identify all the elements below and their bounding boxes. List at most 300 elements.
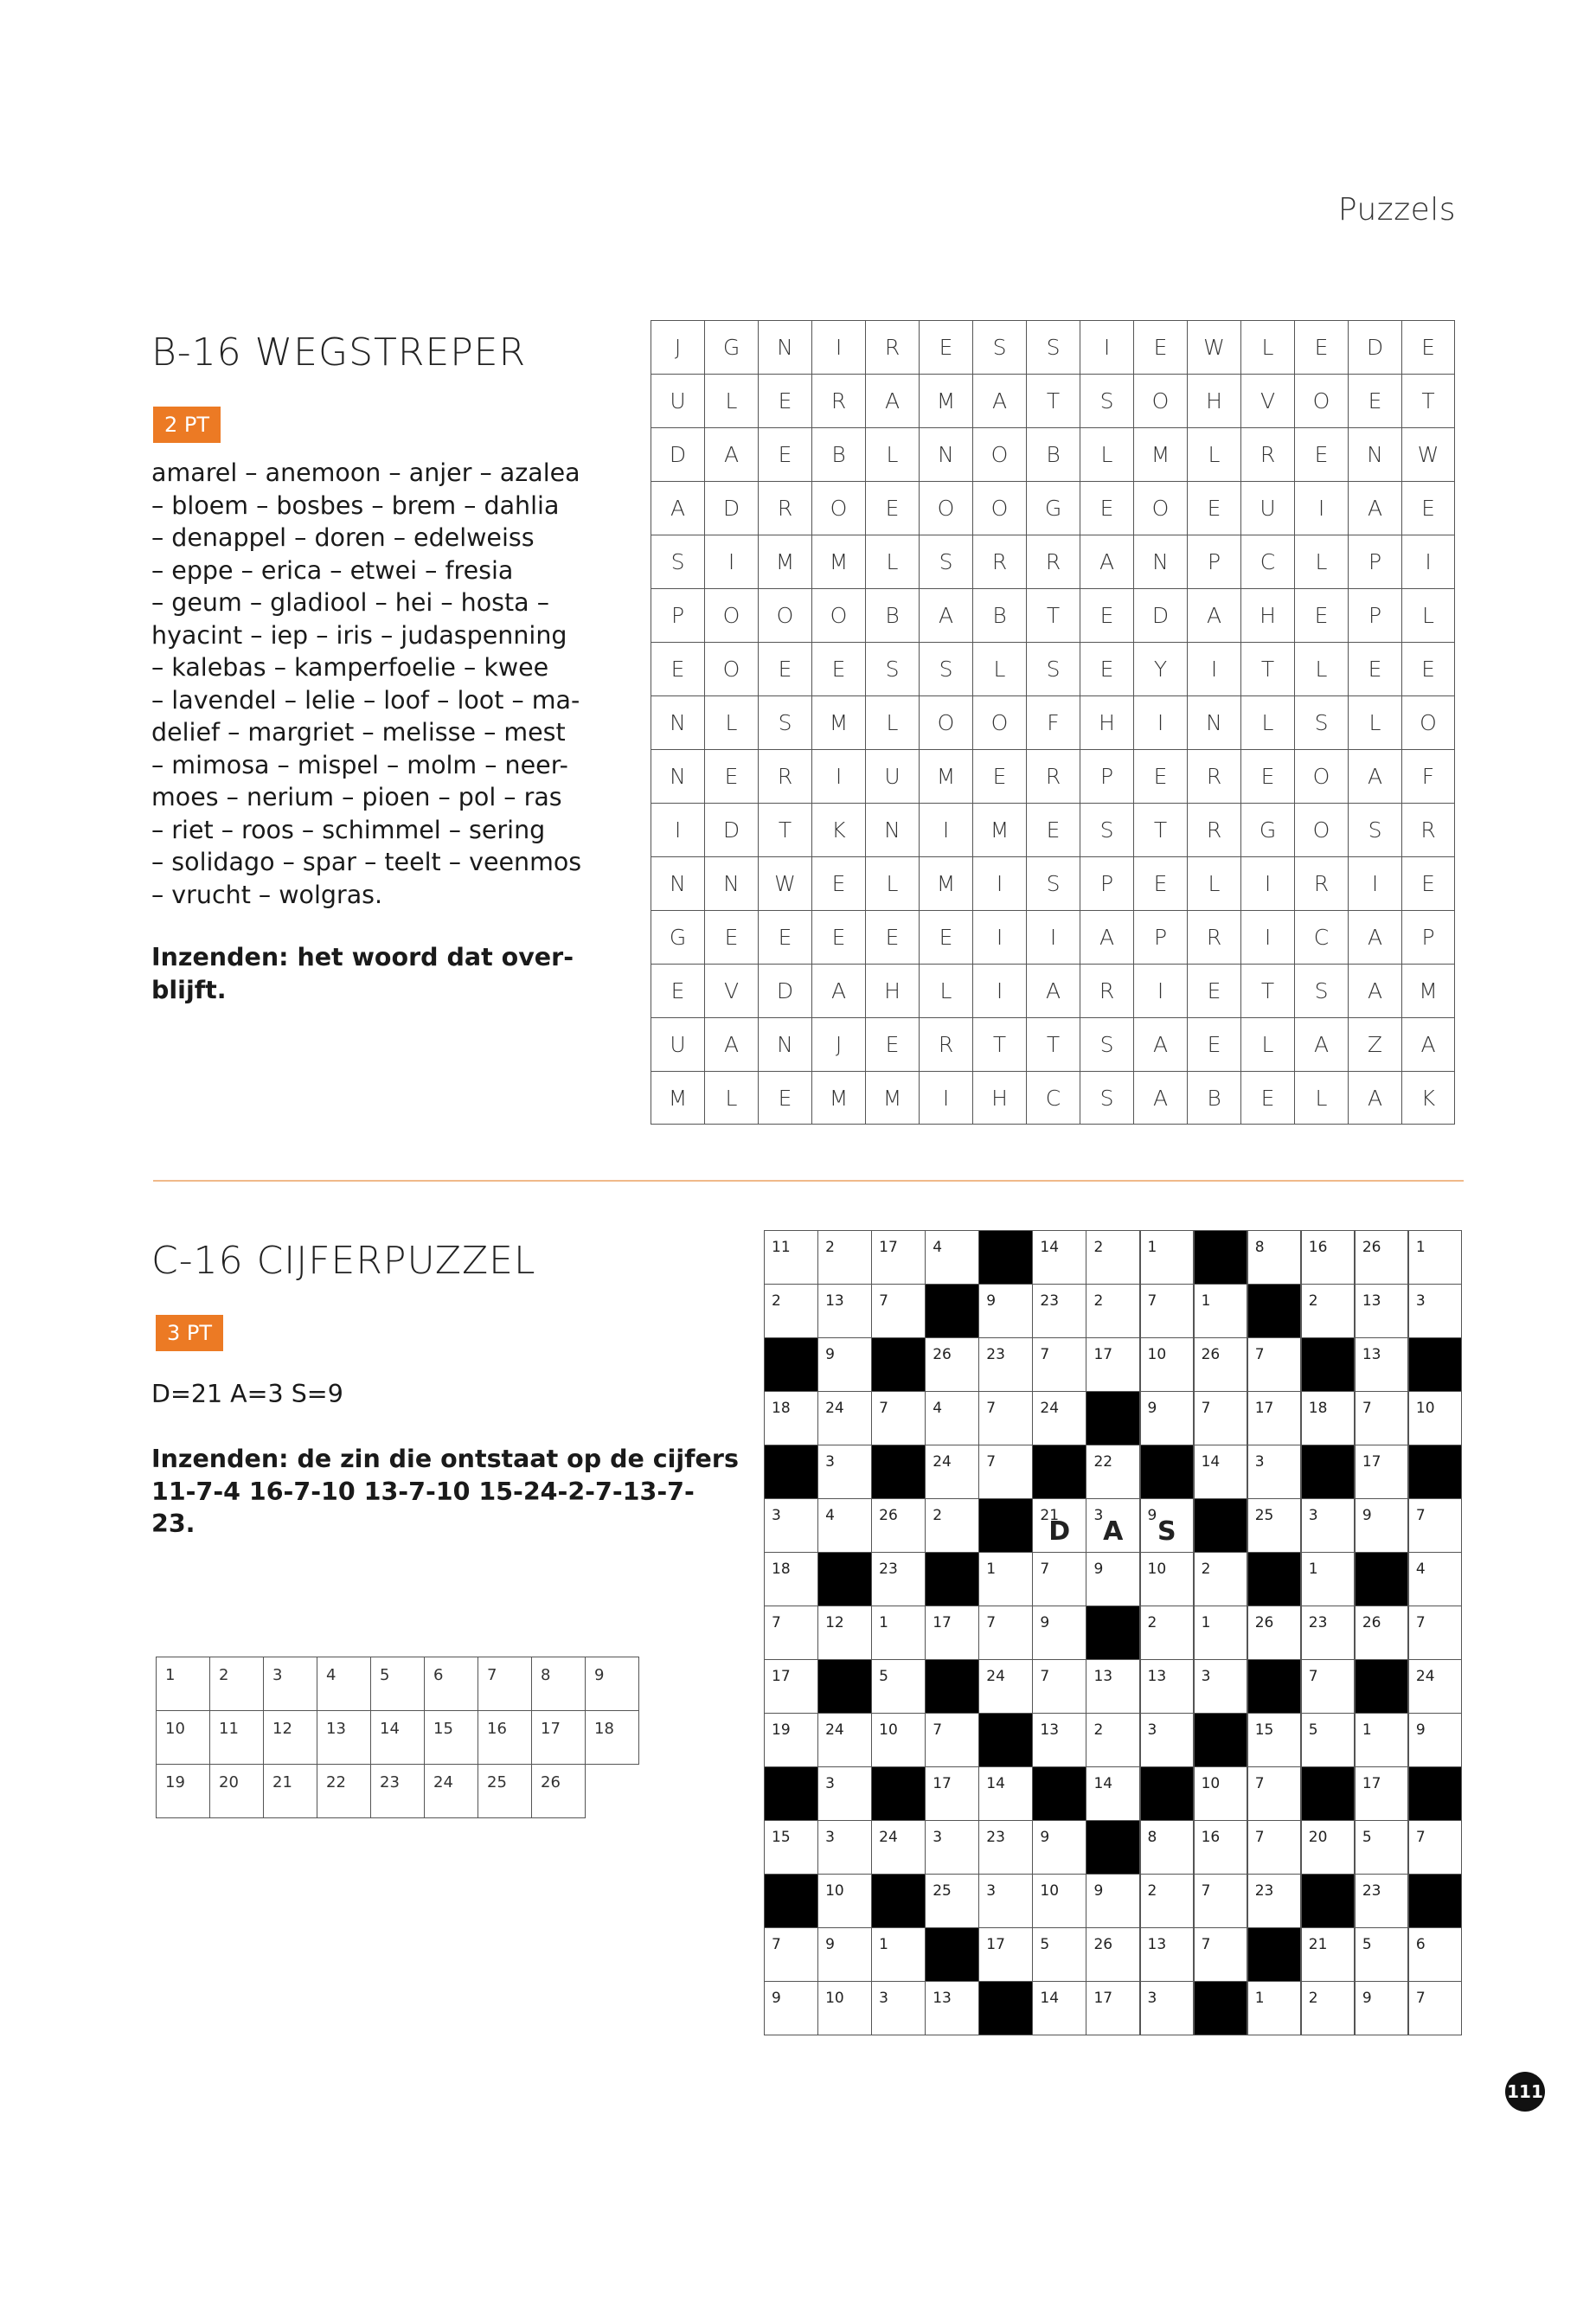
number-cell[interactable] — [1086, 1981, 1140, 2035]
wordsearch-cell[interactable]: O — [1294, 374, 1348, 427]
wordsearch-cell[interactable]: F — [1026, 695, 1080, 749]
number-cell[interactable] — [1032, 1284, 1086, 1338]
number-cell[interactable] — [871, 1927, 926, 1982]
wordsearch-cell[interactable]: I — [1348, 856, 1401, 910]
number-cell[interactable] — [871, 1606, 926, 1660]
wordsearch-cell[interactable]: R — [1026, 749, 1080, 803]
wordsearch-cell[interactable]: E — [1240, 1071, 1294, 1125]
wordsearch-cell[interactable]: E — [1401, 481, 1455, 535]
wordsearch-cell[interactable]: E — [704, 749, 758, 803]
wordsearch-cell[interactable]: W — [1401, 427, 1455, 481]
key-cell[interactable] — [263, 1657, 317, 1711]
wordsearch-cell[interactable]: M — [972, 803, 1026, 856]
wordsearch-cell[interactable]: A — [1133, 1017, 1187, 1071]
number-cell[interactable] — [1086, 1230, 1140, 1285]
number-cell[interactable] — [1408, 1284, 1463, 1338]
wordsearch-cell[interactable]: J — [651, 320, 704, 374]
number-cell[interactable] — [1194, 1927, 1248, 1982]
number-cell[interactable] — [1355, 1713, 1409, 1767]
number-cell[interactable] — [1140, 1927, 1195, 1982]
wordsearch-cell[interactable]: S — [919, 642, 972, 695]
number-cell[interactable] — [817, 1337, 872, 1392]
number-cell[interactable] — [764, 1284, 818, 1338]
number-cell[interactable] — [978, 1927, 1033, 1982]
number-cell[interactable] — [764, 1391, 818, 1445]
wordsearch-cell[interactable]: T — [1026, 1017, 1080, 1071]
number-cell[interactable] — [925, 1606, 979, 1660]
wordsearch-cell[interactable]: E — [1294, 427, 1348, 481]
number-cell[interactable] — [1247, 1820, 1302, 1875]
wordsearch-cell[interactable]: A — [1348, 481, 1401, 535]
number-cell[interactable] — [1194, 1659, 1248, 1714]
wordsearch-cell[interactable]: M — [1133, 427, 1187, 481]
number-cell[interactable] — [1086, 1498, 1140, 1553]
wordsearch-cell[interactable]: O — [1133, 481, 1187, 535]
wordsearch-cell[interactable]: I — [1026, 910, 1080, 964]
wordsearch-cell[interactable]: E — [919, 320, 972, 374]
wordsearch-cell[interactable]: I — [1187, 642, 1240, 695]
wordsearch-cell[interactable]: D — [1133, 588, 1187, 642]
wordsearch-cell[interactable]: N — [651, 749, 704, 803]
wordsearch-cell[interactable]: C — [1294, 910, 1348, 964]
wordsearch-cell[interactable]: O — [972, 695, 1026, 749]
number-cell[interactable] — [871, 1820, 926, 1875]
number-cell[interactable] — [1194, 1820, 1248, 1875]
number-cell[interactable] — [1355, 1498, 1409, 1553]
number-cell[interactable] — [1355, 1981, 1409, 2035]
number-cell[interactable] — [1194, 1874, 1248, 1928]
number-cell[interactable] — [1032, 1552, 1086, 1606]
number-cell[interactable] — [817, 1284, 872, 1338]
wordsearch-cell[interactable]: G — [704, 320, 758, 374]
wordsearch-cell[interactable]: C — [1026, 1071, 1080, 1125]
wordsearch-cell[interactable]: E — [1240, 749, 1294, 803]
wordsearch-cell[interactable]: E — [758, 374, 811, 427]
wordsearch-cell[interactable]: O — [972, 427, 1026, 481]
number-cell[interactable] — [1140, 1981, 1195, 2035]
wordsearch-cell[interactable]: E — [865, 481, 919, 535]
wordsearch-cell[interactable]: I — [1240, 910, 1294, 964]
wordsearch-cell[interactable]: D — [758, 964, 811, 1017]
number-cell[interactable] — [978, 1337, 1033, 1392]
key-cell[interactable] — [478, 1710, 532, 1765]
wordsearch-cell[interactable]: L — [1240, 320, 1294, 374]
number-cell[interactable] — [1140, 1284, 1195, 1338]
wordsearch-cell[interactable]: M — [758, 535, 811, 588]
number-cell[interactable] — [1301, 1284, 1356, 1338]
number-cell[interactable] — [1355, 1337, 1409, 1392]
number-cell[interactable] — [1032, 1498, 1086, 1553]
number-cell[interactable] — [1408, 1606, 1463, 1660]
number-cell[interactable] — [1301, 1820, 1356, 1875]
wordsearch-cell[interactable]: C — [1240, 535, 1294, 588]
wordsearch-cell[interactable]: R — [919, 1017, 972, 1071]
wordsearch-cell[interactable]: H — [1080, 695, 1133, 749]
wordsearch-cell[interactable]: E — [758, 642, 811, 695]
wordsearch-cell[interactable]: D — [704, 803, 758, 856]
wordsearch-cell[interactable]: E — [1133, 749, 1187, 803]
number-cell[interactable] — [1355, 1820, 1409, 1875]
number-cell[interactable] — [817, 1230, 872, 1285]
wordsearch-cell[interactable]: E — [811, 910, 865, 964]
wordsearch-cell[interactable]: P — [651, 588, 704, 642]
number-cell[interactable] — [1301, 1927, 1356, 1982]
wordsearch-cell[interactable]: O — [1133, 374, 1187, 427]
wordsearch-cell[interactable]: S — [1080, 374, 1133, 427]
wordsearch-cell[interactable]: O — [1401, 695, 1455, 749]
wordsearch-cell[interactable]: I — [1294, 481, 1348, 535]
wordsearch-cell[interactable]: L — [865, 535, 919, 588]
number-cell[interactable] — [1194, 1284, 1248, 1338]
number-cell[interactable] — [1301, 1659, 1356, 1714]
wordsearch-cell[interactable]: L — [704, 374, 758, 427]
wordsearch-cell[interactable]: R — [1187, 803, 1240, 856]
wordsearch-cell[interactable]: E — [865, 1017, 919, 1071]
wordsearch-cell[interactable]: M — [919, 856, 972, 910]
number-cell[interactable] — [925, 1445, 979, 1499]
wordsearch-cell[interactable]: I — [1080, 320, 1133, 374]
wordsearch-cell[interactable]: P — [1080, 856, 1133, 910]
number-cell[interactable] — [925, 1766, 979, 1821]
wordsearch-cell[interactable]: R — [758, 481, 811, 535]
number-cell[interactable] — [1032, 1337, 1086, 1392]
wordsearch-cell[interactable]: O — [1294, 749, 1348, 803]
wordsearch-cell[interactable]: D — [651, 427, 704, 481]
wordsearch-cell[interactable]: E — [1080, 481, 1133, 535]
number-cell[interactable] — [1086, 1552, 1140, 1606]
wordsearch-cell[interactable]: E — [758, 427, 811, 481]
number-cell[interactable] — [817, 1606, 872, 1660]
wordsearch-cell[interactable]: D — [704, 481, 758, 535]
wordsearch-cell[interactable]: G — [1026, 481, 1080, 535]
wordsearch-cell[interactable]: S — [919, 535, 972, 588]
key-cell[interactable] — [424, 1710, 478, 1765]
wordsearch-cell[interactable]: U — [1240, 481, 1294, 535]
key-cell[interactable] — [209, 1764, 264, 1818]
wordsearch-cell[interactable]: U — [651, 1017, 704, 1071]
number-cell[interactable] — [1355, 1284, 1409, 1338]
wordsearch-cell[interactable]: S — [1026, 642, 1080, 695]
number-cell[interactable] — [1140, 1874, 1195, 1928]
wordsearch-cell[interactable]: H — [1240, 588, 1294, 642]
wordsearch-cell[interactable]: E — [1026, 803, 1080, 856]
number-cell[interactable] — [925, 1713, 979, 1767]
number-cell[interactable] — [1355, 1766, 1409, 1821]
wordsearch-cell[interactable]: E — [1187, 481, 1240, 535]
number-cell[interactable] — [925, 1981, 979, 2035]
number-cell[interactable] — [925, 1391, 979, 1445]
key-cell[interactable] — [156, 1657, 210, 1711]
wordsearch-cell[interactable]: Z — [1348, 1017, 1401, 1071]
number-cell[interactable] — [817, 1713, 872, 1767]
wordsearch-cell[interactable]: R — [1240, 427, 1294, 481]
wordsearch-cell[interactable]: B — [865, 588, 919, 642]
wordsearch-cell[interactable]: E — [1401, 642, 1455, 695]
wordsearch-cell[interactable]: I — [1401, 535, 1455, 588]
number-cell[interactable] — [1408, 1713, 1463, 1767]
wordsearch-cell[interactable]: P — [1348, 535, 1401, 588]
number-cell[interactable] — [978, 1606, 1033, 1660]
wordsearch-cell[interactable]: N — [758, 320, 811, 374]
wordsearch-cell[interactable]: F — [1401, 749, 1455, 803]
key-cell[interactable] — [585, 1657, 639, 1711]
wordsearch-cell[interactable]: L — [1187, 427, 1240, 481]
number-cell[interactable] — [871, 1391, 926, 1445]
wordsearch-cell[interactable]: A — [651, 481, 704, 535]
wordsearch-cell[interactable]: P — [1133, 910, 1187, 964]
number-cell[interactable] — [1408, 1981, 1463, 2035]
key-cell[interactable] — [585, 1710, 639, 1765]
wordsearch-cell[interactable]: S — [1294, 695, 1348, 749]
number-cell[interactable] — [1408, 1552, 1463, 1606]
number-cell[interactable] — [817, 1981, 872, 2035]
wordsearch-cell[interactable]: P — [1187, 535, 1240, 588]
number-cell[interactable] — [1408, 1391, 1463, 1445]
wordsearch-cell[interactable]: O — [919, 481, 972, 535]
wordsearch-cell[interactable]: B — [811, 427, 865, 481]
number-cell[interactable] — [1086, 1874, 1140, 1928]
number-cell[interactable] — [1408, 1927, 1463, 1982]
number-cell[interactable] — [1408, 1820, 1463, 1875]
number-cell[interactable] — [1140, 1606, 1195, 1660]
wordsearch-cell[interactable]: L — [1080, 427, 1133, 481]
number-cell[interactable] — [1408, 1230, 1463, 1285]
wordsearch-cell[interactable]: T — [1133, 803, 1187, 856]
wordsearch-cell[interactable]: E — [919, 910, 972, 964]
number-cell[interactable] — [1355, 1445, 1409, 1499]
wordsearch-cell[interactable]: A — [811, 964, 865, 1017]
wordsearch-cell[interactable]: L — [919, 964, 972, 1017]
number-cell[interactable] — [1140, 1230, 1195, 1285]
wordsearch-cell[interactable]: R — [811, 374, 865, 427]
key-cell[interactable] — [531, 1657, 586, 1711]
number-cell[interactable] — [764, 1820, 818, 1875]
wordsearch-cell[interactable]: L — [1240, 1017, 1294, 1071]
wordsearch-cell[interactable]: S — [1026, 856, 1080, 910]
wordsearch-cell[interactable]: E — [972, 749, 1026, 803]
wordsearch-cell[interactable]: J — [811, 1017, 865, 1071]
wordsearch-cell[interactable]: E — [1080, 588, 1133, 642]
wordsearch-cell[interactable]: I — [972, 964, 1026, 1017]
wordsearch-cell[interactable]: O — [919, 695, 972, 749]
key-cell[interactable] — [317, 1710, 371, 1765]
wordsearch-cell[interactable]: H — [972, 1071, 1026, 1125]
wordsearch-cell[interactable]: O — [704, 588, 758, 642]
number-cell[interactable] — [1086, 1713, 1140, 1767]
number-cell[interactable] — [1301, 1391, 1356, 1445]
wordsearch-cell[interactable]: R — [1026, 535, 1080, 588]
number-cell[interactable] — [871, 1498, 926, 1553]
wordsearch-cell[interactable]: M — [811, 535, 865, 588]
wordsearch-cell[interactable]: S — [1080, 1071, 1133, 1125]
number-cell[interactable] — [1247, 1874, 1302, 1928]
number-cell[interactable] — [817, 1766, 872, 1821]
wordsearch-cell[interactable]: N — [865, 803, 919, 856]
wordsearch-cell[interactable]: A — [1401, 1017, 1455, 1071]
wordsearch-cell[interactable]: E — [1187, 1017, 1240, 1071]
key-cell[interactable] — [156, 1764, 210, 1818]
wordsearch-cell[interactable]: N — [1133, 535, 1187, 588]
number-cell[interactable] — [978, 1874, 1033, 1928]
number-cell[interactable] — [925, 1337, 979, 1392]
wordsearch-cell[interactable]: E — [1294, 320, 1348, 374]
number-cell[interactable] — [978, 1659, 1033, 1714]
number-cell[interactable] — [1408, 1498, 1463, 1553]
number-cell[interactable] — [1301, 1552, 1356, 1606]
number-cell[interactable] — [1140, 1820, 1195, 1875]
wordsearch-cell[interactable]: E — [865, 910, 919, 964]
number-cell[interactable] — [1247, 1981, 1302, 2035]
wordsearch-cell[interactable]: O — [811, 588, 865, 642]
wordsearch-cell[interactable]: L — [1240, 695, 1294, 749]
number-cell[interactable] — [925, 1820, 979, 1875]
number-cell[interactable] — [978, 1766, 1033, 1821]
key-cell[interactable] — [531, 1764, 586, 1818]
number-cell[interactable] — [1140, 1713, 1195, 1767]
number-cell[interactable] — [925, 1874, 979, 1928]
number-cell[interactable] — [1355, 1391, 1409, 1445]
number-cell[interactable] — [817, 1391, 872, 1445]
wordsearch-cell[interactable]: E — [811, 642, 865, 695]
key-cell[interactable] — [478, 1657, 532, 1711]
number-cell[interactable] — [1032, 1713, 1086, 1767]
number-cell[interactable] — [764, 1981, 818, 2035]
number-cell[interactable] — [1247, 1713, 1302, 1767]
wordsearch-cell[interactable]: N — [704, 856, 758, 910]
wordsearch-cell[interactable]: L — [704, 695, 758, 749]
number-cell[interactable] — [1194, 1337, 1248, 1392]
number-cell[interactable] — [1194, 1552, 1248, 1606]
number-cell[interactable] — [1032, 1606, 1086, 1660]
wordsearch-cell[interactable]: S — [1294, 964, 1348, 1017]
wordsearch-cell[interactable]: U — [865, 749, 919, 803]
wordsearch-cell[interactable]: A — [1187, 588, 1240, 642]
wordsearch-cell[interactable]: T — [1026, 374, 1080, 427]
key-cell[interactable] — [156, 1710, 210, 1765]
wordsearch-cell[interactable]: N — [1187, 695, 1240, 749]
wordsearch-cell[interactable]: R — [865, 320, 919, 374]
wordsearch-cell[interactable]: M — [919, 749, 972, 803]
wordsearch-cell[interactable]: P — [1401, 910, 1455, 964]
number-cell[interactable] — [1194, 1766, 1248, 1821]
number-cell[interactable] — [1032, 1820, 1086, 1875]
wordsearch-cell[interactable]: O — [704, 642, 758, 695]
wordsearch-cell[interactable]: T — [972, 1017, 1026, 1071]
number-cell[interactable] — [925, 1230, 979, 1285]
wordsearch-cell[interactable]: T — [1026, 588, 1080, 642]
wordsearch-cell[interactable]: U — [651, 374, 704, 427]
wordsearch-cell[interactable]: N — [919, 427, 972, 481]
number-cell[interactable] — [1301, 1713, 1356, 1767]
wordsearch-cell[interactable]: Y — [1133, 642, 1187, 695]
number-cell[interactable] — [764, 1659, 818, 1714]
number-cell[interactable] — [764, 1713, 818, 1767]
wordsearch-cell[interactable]: S — [865, 642, 919, 695]
key-cell[interactable] — [263, 1764, 317, 1818]
wordsearch-cell[interactable]: R — [1187, 910, 1240, 964]
number-cell[interactable] — [817, 1927, 872, 1982]
number-cell[interactable] — [1355, 1606, 1409, 1660]
wordsearch-cell[interactable]: I — [1133, 964, 1187, 1017]
wordsearch-cell[interactable]: A — [865, 374, 919, 427]
wordsearch-cell[interactable]: M — [811, 695, 865, 749]
wordsearch-cell[interactable]: E — [1133, 856, 1187, 910]
wordsearch-cell[interactable]: M — [651, 1071, 704, 1125]
wordsearch-cell[interactable]: I — [919, 803, 972, 856]
wordsearch-cell[interactable]: H — [1187, 374, 1240, 427]
wordsearch-cell[interactable]: G — [651, 910, 704, 964]
wordsearch-cell[interactable]: L — [1294, 1071, 1348, 1125]
wordsearch-cell[interactable]: L — [972, 642, 1026, 695]
wordsearch-cell[interactable]: B — [972, 588, 1026, 642]
wordsearch-cell[interactable]: A — [1348, 910, 1401, 964]
wordsearch-cell[interactable]: A — [1348, 964, 1401, 1017]
wordsearch-cell[interactable]: O — [1294, 803, 1348, 856]
number-cell[interactable] — [1247, 1230, 1302, 1285]
wordsearch-cell[interactable]: O — [758, 588, 811, 642]
key-cell[interactable] — [209, 1657, 264, 1711]
wordsearch-cell[interactable]: D — [1348, 320, 1401, 374]
number-cell[interactable] — [871, 1284, 926, 1338]
number-cell[interactable] — [978, 1445, 1033, 1499]
wordsearch-cell[interactable]: E — [1348, 642, 1401, 695]
number-cell[interactable] — [978, 1820, 1033, 1875]
wordsearch-cell[interactable]: N — [651, 695, 704, 749]
key-cell[interactable] — [531, 1710, 586, 1765]
wordsearch-cell[interactable]: L — [1294, 642, 1348, 695]
number-cell[interactable] — [1247, 1391, 1302, 1445]
number-cell[interactable] — [1247, 1337, 1302, 1392]
number-cell[interactable] — [1194, 1606, 1248, 1660]
wordsearch-cell[interactable]: A — [704, 427, 758, 481]
number-cell[interactable] — [1247, 1606, 1302, 1660]
wordsearch-cell[interactable]: I — [651, 803, 704, 856]
wordsearch-cell[interactable]: T — [1240, 964, 1294, 1017]
wordsearch-cell[interactable]: L — [1401, 588, 1455, 642]
wordsearch-cell[interactable]: S — [1080, 803, 1133, 856]
number-cell[interactable] — [1086, 1766, 1140, 1821]
wordsearch-cell[interactable]: R — [1401, 803, 1455, 856]
wordsearch-cell[interactable]: E — [758, 1071, 811, 1125]
wordsearch-cell[interactable]: B — [1187, 1071, 1240, 1125]
number-cell[interactable] — [1086, 1445, 1140, 1499]
wordsearch-cell[interactable]: H — [865, 964, 919, 1017]
number-cell[interactable] — [817, 1498, 872, 1553]
wordsearch-cell[interactable]: L — [1348, 695, 1401, 749]
number-cell[interactable] — [1247, 1445, 1302, 1499]
number-cell[interactable] — [1086, 1659, 1140, 1714]
wordsearch-cell[interactable]: A — [1080, 535, 1133, 588]
wordsearch-cell[interactable]: A — [704, 1017, 758, 1071]
wordsearch-cell[interactable]: M — [811, 1071, 865, 1125]
key-cell[interactable] — [424, 1657, 478, 1711]
number-cell[interactable] — [1086, 1284, 1140, 1338]
number-cell[interactable] — [1301, 1498, 1356, 1553]
key-cell[interactable] — [317, 1657, 371, 1711]
wordsearch-cell[interactable]: T — [758, 803, 811, 856]
wordsearch-cell[interactable]: E — [651, 642, 704, 695]
wordsearch-cell[interactable]: L — [865, 856, 919, 910]
wordsearch-cell[interactable]: A — [972, 374, 1026, 427]
wordsearch-cell[interactable]: V — [704, 964, 758, 1017]
wordsearch-cell[interactable]: E — [758, 910, 811, 964]
key-cell[interactable] — [370, 1764, 425, 1818]
wordsearch-cell[interactable]: T — [1401, 374, 1455, 427]
number-cell[interactable] — [1355, 1927, 1409, 1982]
wordsearch-cell[interactable]: S — [1348, 803, 1401, 856]
number-cell[interactable] — [1301, 1981, 1356, 2035]
wordsearch-cell[interactable]: L — [865, 695, 919, 749]
